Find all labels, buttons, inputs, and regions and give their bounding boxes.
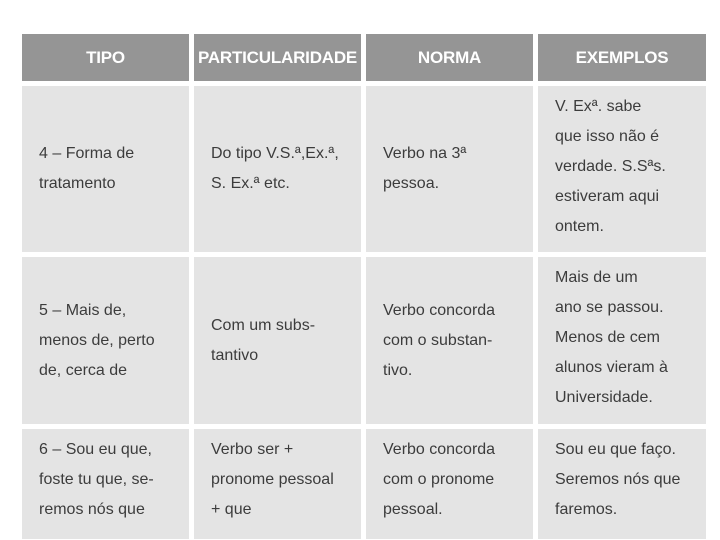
row-1-particularidade [194,86,361,252]
row-3-tipo [22,429,189,539]
header-exemplos: EXEMPLOS [538,34,706,81]
header-tipo: TIPO [22,34,189,81]
cell-text: Do tipo V.S.ª,Ex.ª, S. Ex.ª etc. [211,145,339,192]
row-3-norma [366,429,533,539]
concordance-table [22,34,706,539]
cell-text: Verbo na 3ª pessoa. [383,145,467,192]
cell-text: V. Exª. sabe que isso não é verdade. S.Sªs. estiveram aqui ontem. [555,98,666,235]
header-norma: NORMA [366,34,533,81]
row-3-exemplos [538,429,706,539]
cell-text: 6 – Sou eu que, foste tu que, se- remos nós que [39,441,154,518]
cell-text: Sou eu que faço. Seremos nós que faremos. [555,441,681,518]
cell-text: Verbo concorda com o pronome pessoal. [383,441,496,518]
row-2-tipo [22,257,189,424]
row-2-particularidade [194,257,361,424]
header-particularidade: PARTICULARIDADE [194,34,361,81]
cell-text: Mais de um ano se passou. Menos de cem alunos vieram à Universidade. [555,269,668,406]
cell-text: 4 – Forma de tratamento [39,145,135,192]
row-2-norma [366,257,533,424]
row-1-exemplos [538,86,706,252]
cell-text: 5 – Mais de, menos de, perto de, cerca de [39,301,155,379]
row-1-tipo [22,86,189,252]
row-3-particularidade [194,429,361,539]
cell-text: Verbo concorda com o substan- tivo. [383,301,496,379]
row-2-exemplos [538,257,706,424]
cell-text: Verbo ser + pronome pessoal + que [211,441,334,518]
cell-text: Com um subs- tantivo [211,316,316,364]
row-1-norma [366,86,533,252]
